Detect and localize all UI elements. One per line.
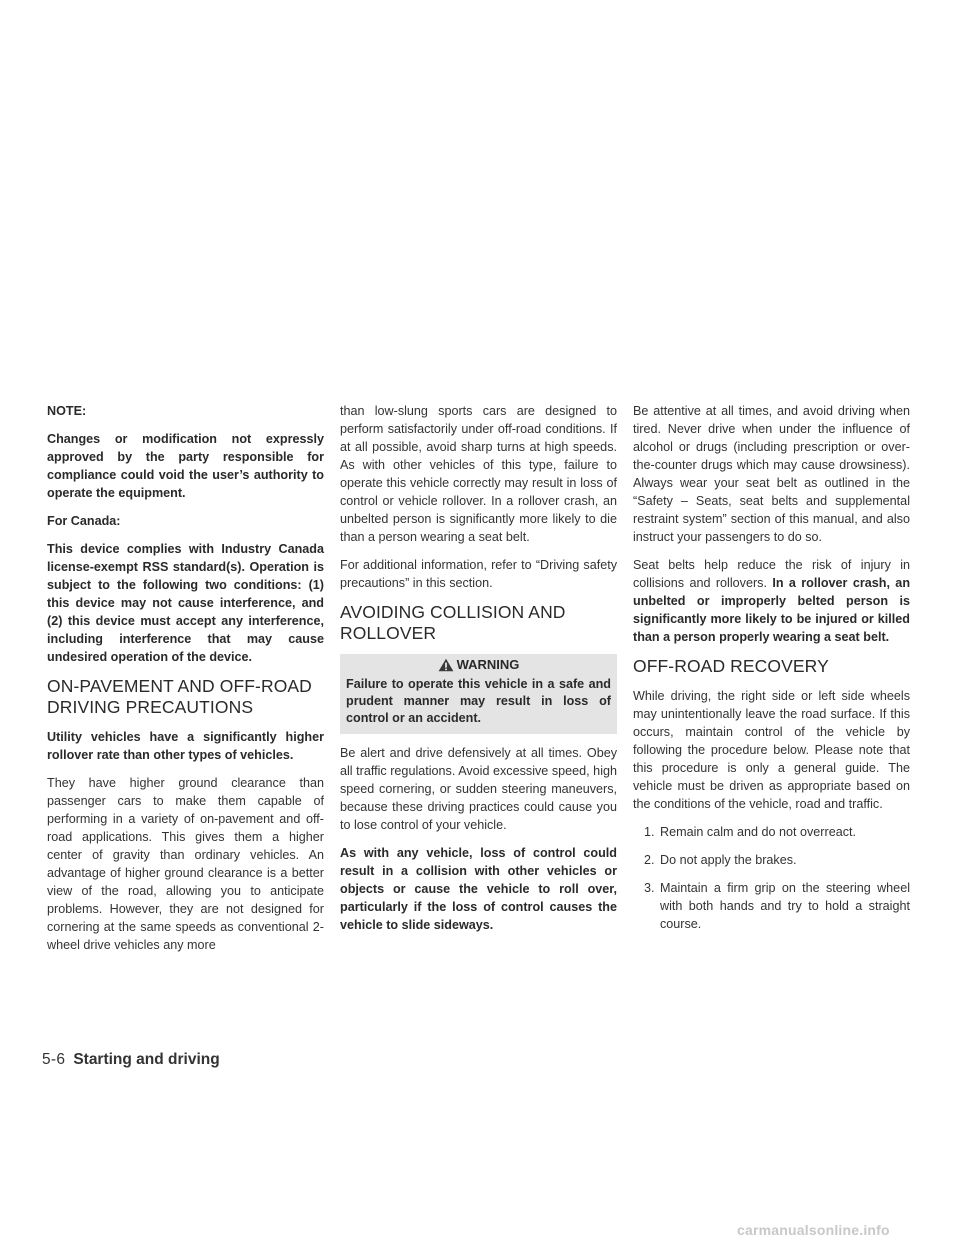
recovery-paragraph: While driving, the right side or left side wheels may unintentionally leave the road surface. If this occurs, maintain control of the vehicle by following the procedure below. Please note that this procedure is only a general guide. The vehicle must be driven as appropriate based on the conditions of the vehicle, road and traffic. [633,689,910,811]
column-middle [340,402,617,944]
step-text: Maintain a firm grip on the steering wheel with both hands and try to hold a straight course. [660,881,910,931]
note-label: NOTE: [47,404,87,418]
heading-off-road-recovery: OFF-ROAD RECOVERY [633,656,829,676]
seatbelt-text: Seat belts help reduce the risk of injury in collisions and rollovers. [633,558,910,590]
collision-statement: As with any vehicle, loss of control could result in a collision with other vehicles or objects or cause the vehicle to roll over, particularly if the loss of control causes the vehicle to slide sideways. [340,846,617,932]
utility-rollover-statement: Utility vehicles have a significantly higher rollover rate than other types of vehicles. [47,730,324,762]
seatbelt-paragraph [633,556,910,646]
ground-clearance-paragraph: They have higher ground clearance than passenger cars to make them capable of performing in a variety of on-pavement and off-road applications. This gives them a higher center of gravity than ordinary vehicles. An advantage of higher ground clearance is a better view of the road, allowing you to anticipate problems. However, they are not designed for cornering at the same speeds as conventional 2-wheel drive vehicles any more [47,776,324,952]
seatbelt-bold-text: In a rollover crash, an unbelted or improperly belted person is significantly more likely to be injured or killed than a person properly wearing a seat belt. [633,576,911,644]
list-item [633,823,910,841]
column-left [47,402,324,964]
list-item [633,879,910,933]
additional-info-paragraph: For additional information, refer to “Driving safety precautions” in this section. [340,558,617,590]
heading-on-pavement: ON-PAVEMENT AND OFF-ROAD DRIVING PRECAUTIONS [47,676,312,717]
warning-box [340,654,617,734]
canada-label: For Canada: [47,514,121,528]
continued-paragraph: than low-slung sports cars are designed to perform satisfactorily under off-road conditions. If at all possible, avoid sharp turns at high speeds. As with other vehicles of this type, failure to operate this vehicle correctly may result in loss of control or vehicle rollover. In a rollover crash, an unbelted person is significantly more likely to die than a person wearing a seat belt. [340,404,617,544]
warning-header [346,654,611,676]
step-text: Do not apply the brakes. [660,853,797,867]
heading-avoiding-collision: AVOIDING COLLISION AND ROLLOVER [340,602,566,643]
list-item [633,851,910,869]
canada-text: This device complies with Industry Canada license-exempt RSS standard(s). Operation is subject to the following two conditions: (1) this device may not cause interference, and (2) this device must accept any interference, including interference that may cause undesired operation of the device. [47,542,324,664]
note-text: Changes or modification not expressly approved by the party responsible for compliance could void the user’s authority to operate the equipment. [47,432,324,500]
page-number: 5-6 [42,1051,66,1068]
watermark-text: carmanualsonline.info [737,1222,890,1238]
step-text: Remain calm and do not overreact. [660,825,857,839]
page-footer [42,1051,220,1069]
step-number: 2. [644,853,655,867]
warning-label: WARNING [456,657,520,672]
section-title: Starting and driving [73,1051,220,1068]
warning-text: Failure to operate this vehicle in a safe and prudent manner may result in loss of control or an accident. [346,677,611,725]
recovery-steps-list [633,823,910,933]
step-number: 1. [644,825,655,839]
column-right [633,402,910,943]
step-number: 3. [644,881,655,895]
attentive-paragraph: Be attentive at all times, and avoid driving when tired. Never drive when under the influence of alcohol or drugs (including prescription or over-the-counter drugs which may cause drowsiness). Always wear your seat belt as outlined in the “Safety – Seats, seat belts and supplemental restraint system” section of this manual, and also instruct your passengers to do so. [633,404,910,544]
alert-paragraph: Be alert and drive defensively at all times. Obey all traffic regulations. Avoid excessive speed, high speed cornering, or sudden steering maneuvers, because these driving practices could cause you to lose control of your vehicle. [340,746,617,832]
warning-triangle-icon [438,658,454,672]
